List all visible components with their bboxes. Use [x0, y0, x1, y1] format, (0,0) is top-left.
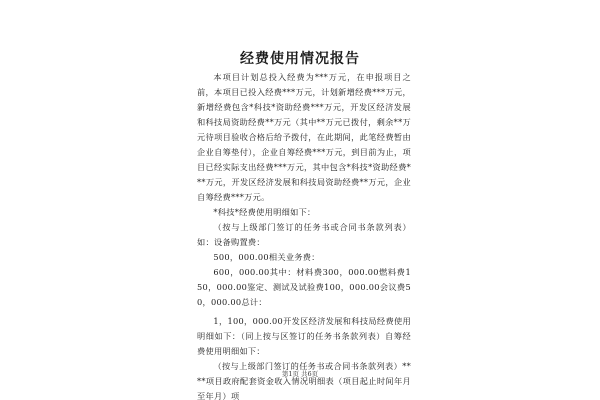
paragraph-total-and-district: 1，100，000.00开发区经济发展和科技局经费使用明细如下：（同上按与区签订的任务书条款列表）自筹经费使用明细如下： [197, 316, 411, 356]
paragraph-equipment-purchase: （按与上级部门签订的任务书或合同书条款列表）如：设备购置费： [197, 222, 411, 247]
paragraph-funding-overview: 本项目计划总投入经费为***万元，在申报项目之前，本项目已投入经费***万元，计划新增经费***万元，新增经费包含*科技*资助经费***万元，开发区经济发展和科技局资助经费**万元（其中**万元已拨付，剩余**万元待项目验收合格后给予拨付，在此期间，此笔经费暂由企业自筹垫付），企业自筹经费***万元，到目前为止，项目已经实际支出经费***万元，其中包含*科技*资助经费***万元，开发区经济发展和科技局资助经费**万元，企业自筹经费***万元。 [197, 72, 411, 202]
paragraph-cost-breakdown: 600，000.00其中：材料费300，000.00燃料费150，000.00鉴定、测试及试验费100，000.00会议费50，000.00总计： [197, 267, 411, 307]
document-title: 经费使用情况报告 [240, 51, 360, 67]
paragraph-gov-matching: （按与上级部门签订的任务书或合同书条款列表）****项目政府配套资金收入情况明细表（项目起止时间年月至年月）项 [197, 361, 411, 400]
paragraph-related-business: 500，000.00相关业务费： [213, 252, 320, 262]
paragraph-tech-funding-heading: *科技*经费使用明细如下： [213, 207, 316, 217]
page-number-footer: 第1页 共6页 [281, 370, 319, 378]
document-body [197, 70, 411, 400]
